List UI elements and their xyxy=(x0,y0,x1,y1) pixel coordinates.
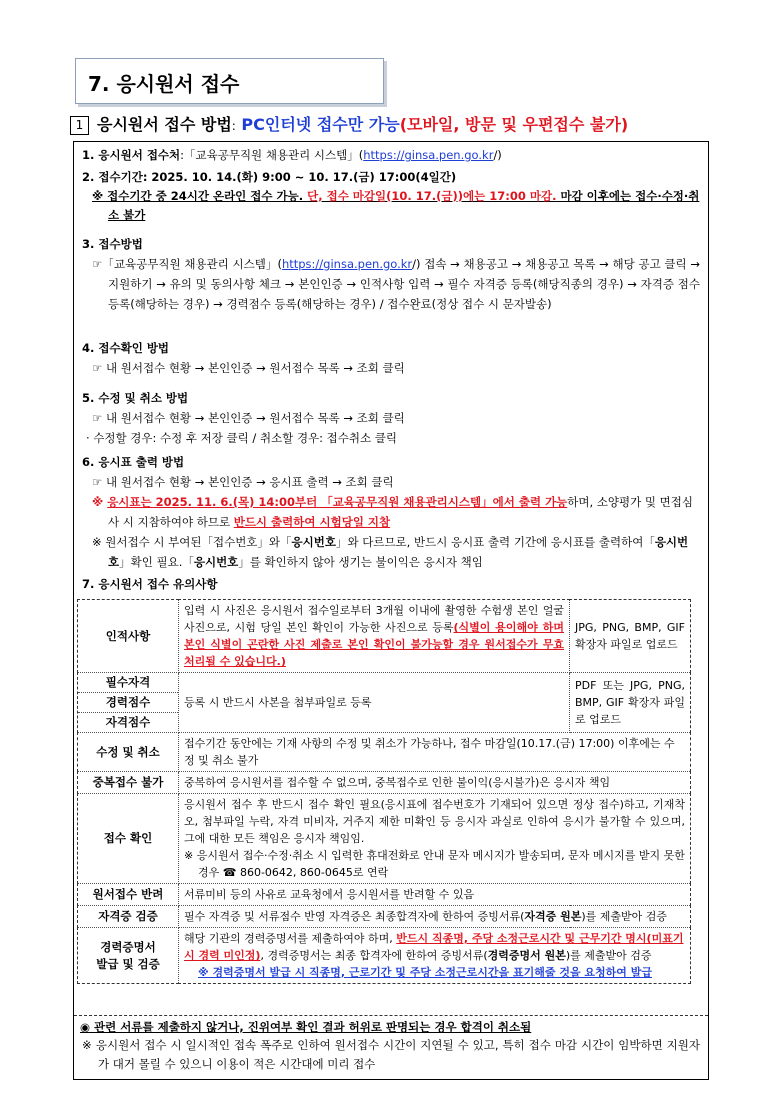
section-heading: 1 응시원서 접수 방법: PC인터넷 접수만 가능(모바일, 방문 및 우편접수 불가) xyxy=(70,112,628,135)
item-4: 4. 접수확인 방법 ☞ 내 원서접수 현황 → 본인인증 → 원서접수 목록 → 조회 클릭 xyxy=(82,341,405,375)
item-6: 6. 응시표 출력 방법 ☞ 내 원서접수 현황 → 본인인증 → 응시표 출력 → 조회 클릭 ※ 응시표는 2025. 11. 6.(목) 14:00부터 「교육공무직원 채용관리시스템」에서 출력 가능하며, 소양평가 및 면접심사 시 지참하여야 하므로 반드시 출력하여 시험당일 지참 ※ 원서접수 시 부여된「접수번호」와「응시번호」와 다르므로, 반드시 응시표 출력 기간에 응시표를 출력하여「응시번호」확인 필요.「응시번호」를 확인하지 않아 생기는 불이익은 응시자 책임 xyxy=(82,455,694,569)
timing-note: ※ 응시원서 접수 시 일시적인 접속 폭주로 인하여 원서접수 시간이 지연될 수 있고, 특히 접수 마감 시간이 임박하면 지원자가 대거 몰릴 수 있으니 이용이 적은 시간대에 미리 접수 xyxy=(82,1038,700,1071)
title-box xyxy=(75,58,384,104)
table-row: 인적사항 입력 시 사진은 응시원서 접수일로부터 3개월 이내에 촬영한 수험생 본인 얼굴 사진으로, 시험 당일 본인 확인이 가능한 사진으로 등록(식별이 용이해야 하며 본인 식별이 곤란한 사진 제출로 본인 확인이 불가능할 경우 원서접수가 무효 처리될 수 있습니다.) JPG, PNG, BMP, GIF 확장자 파일로 업로드 xyxy=(78,600,691,673)
table-row: 중복접수 불가 중복하여 응시원서를 접수할 수 없으며, 중복접수로 인한 불이익(응시불가)은 응시자 책임 xyxy=(78,772,691,794)
site-link-2[interactable]: https://ginsa.pen.go.kr xyxy=(281,257,413,271)
footer-notes xyxy=(74,1015,708,1074)
table-row: 원서접수 반려 서류미비 등의 사유로 교육청에서 응시원서를 반려할 수 있음 xyxy=(78,884,691,906)
section-number: 1 xyxy=(70,116,89,135)
table-row: 자격증 검증 필수 자격증 및 서류점수 반영 자격증은 최종합격자에 한하여 증빙서류(자격증 원본)를 제출받아 검증 xyxy=(78,906,691,928)
item-2: 2. 접수기간: 2025. 10. 14.(화) 9:00 ~ 10. 17.(금) 17:00(4일간) ※ 접수기간 중 24시간 온라인 접수 가능. 단, 접수 마감일(10. 17.(금))에는 17:00 마감. 마감 이후에는 접수·수정·취소 불가 xyxy=(82,170,700,222)
item-5: 5. 수정 및 취소 방법 ☞ 내 원서접수 현황 → 본인인증 → 원서접수 목록 → 조회 클릭 · 수정할 경우: 수정 후 저장 클릭 / 취소할 경우: 접수취소 클릭 xyxy=(82,391,405,445)
section-method: PC인터넷 접수만 가능 xyxy=(241,115,400,134)
notice-table xyxy=(77,599,691,984)
row-head: 인적사항 xyxy=(78,600,179,673)
table-row: 수정 및 취소 접수기간 동안에는 기재 사항의 수정 및 취소가 가능하나, 접수 마감일(10.17.(금) 17:00) 이후에는 수정 및 취소 불가 xyxy=(78,733,691,772)
cancel-warning: ◉ 관련 서류를 제출하지 않거나, 진위여부 확인 결과 허위로 판명되는 경우 합격이 취소됨 xyxy=(80,1020,532,1034)
item-3: 3. 접수방법 ☞「교육공무직원 채용관리 시스템」(https://ginsa.pen.go.kr/) 접속 → 채용공고 → 채용공고 목록 → 해당 공고 클릭 → 지원하기 → 유의 및 동의사항 체크 → 본인인증 → 인적사항 입력 → 필수 자격증 등록(해당직종의 경우) → 자격증 점수 등록(해당하는 경우) → 경력점수 등록(해당하는 경우) / 접수완료(정상 접수 시 문자발송) xyxy=(82,237,700,311)
table-row: 접수 확인 응시원서 접수 후 반드시 접수 확인 필요(응시표에 접수번호가 기재되어 있으면 정상 접수)하고, 기재착오, 첨부파일 누락, 자격 미비자, 거주지 제한 미확인 등 응시자 과실로 인하여 응시가 불가할 수 있으며, 그에 대한 모든 책임은 응시자 책임임. ※ 응시원서 접수·수정·취소 시 입력한 휴대전화로 안내 문자 메시지가 발송되며, 문자 메시지를 받지 못한 경우 ☎ 860-0642, 860-0645로 연락 xyxy=(78,794,691,884)
item-1: 1. 응시원서 접수처:「교육공무직원 채용관리 시스템」(https://ginsa.pen.go.kr/) xyxy=(82,148,502,162)
item-7: 7. 응시원서 접수 유의사항 xyxy=(82,577,218,591)
section-label: 응시원서 접수 방법 xyxy=(97,115,232,134)
section-restriction: (모바일, 방문 및 우편접수 불가) xyxy=(399,115,629,134)
table-row: 필수자격 경력점수 자격점수 등록 시 반드시 사본을 첨부파일로 등록 PDF 또는 JPG, PNG, BMP, GIF 확장자 파일로 업로드 xyxy=(78,673,691,733)
table-row: 경력증명서 발급 및 검증 해당 기관의 경력증명서를 제출하여야 하며, 반드시 직종명, 주당 소정근로시간 및 근무기간 명시(미표기 시 경력 미인정), 경력증명서는 최종 합격자에 한하여 증빙서류(경력증명서 원본)를 제출받아 검증 ※ 경력증명서 발급 시 직종명, 근로기간 및 주당 소정근로시간을 표기해줄 것을 요청하여 발급 xyxy=(78,928,691,984)
content-box xyxy=(73,141,709,1080)
site-link[interactable]: https://ginsa.pen.go.kr xyxy=(363,148,494,162)
page-title: 7. 응시원서 접수 xyxy=(88,72,240,96)
